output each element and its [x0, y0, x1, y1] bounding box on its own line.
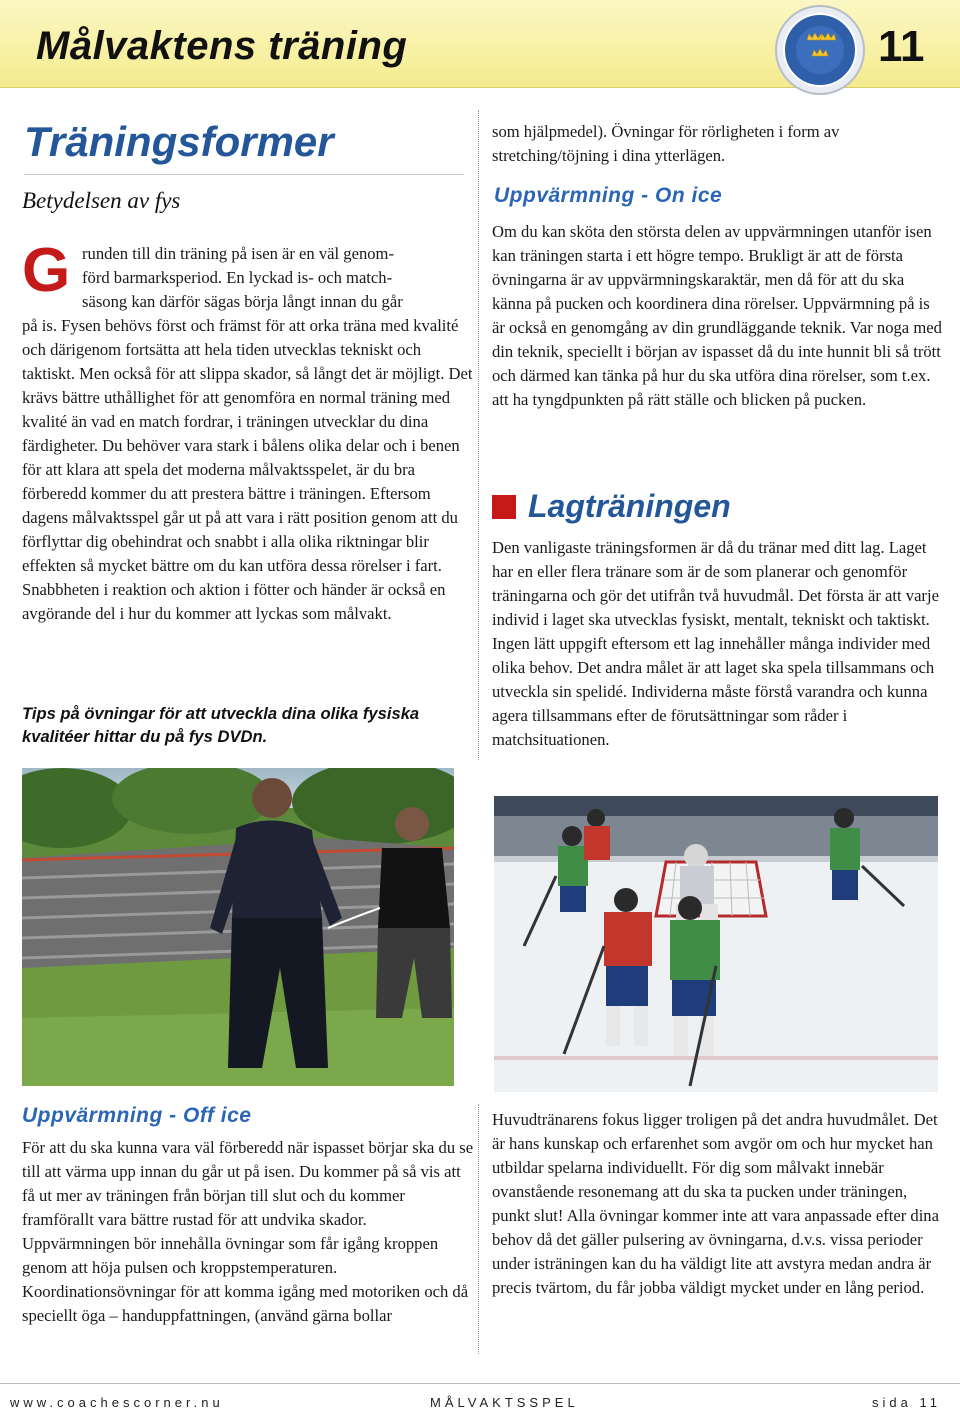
footer-url[interactable]: www.coachescorner.nu — [10, 1395, 224, 1410]
tips-note: Tips på övningar för att utveckla dina olika fysiska kvalitéer hittar du på fys DVDn. — [22, 704, 420, 746]
off-ice-heading: Uppvärmning - Off ice — [22, 1104, 252, 1127]
red-square-bullet — [492, 495, 516, 519]
subheading: Betydelsen av fys — [22, 188, 181, 213]
footer-page: sida 11 — [872, 1395, 941, 1410]
drop-cap: G — [22, 236, 71, 305]
page-number: 11 — [878, 22, 925, 71]
column-divider — [478, 110, 479, 760]
continued-text: som hjälpmedel). Övningar för rörligheten i form av stretching/töjning i dina ytterlägen. — [492, 122, 840, 165]
intro-line-1: runden till din träning på isen är en väl genom- — [82, 244, 394, 263]
intro-body: på is. Fysen behövs först och främst för att orka träna med kvalité och därigenom fortsätta att hela tiden utvecklas tekniskt och taktiskt. Men också för att slippa skador, så långt det är möjligt. Det krävs bättre uthållighet för att genomföra en normal träning med kvalité än vad en match fordrar, i träningen utvecklar du dina färdigheter. Du behöver vara stark i bålens olika delar och i benen för att klara att spela det moderna målvaktsspelet, är du bra förberedd kommer du att prestera bättre i träningen. Eftersom dagens målvaktsspel går ut på att vara i rätt position genom att du förflyttar dig obehindrat och snabbt i alla olika riktningar blir effekten så mycket bättre om du kan utföra dessa rörelser i fart. Snabbheten i reaktion och aktion i fötter och händer är också en avgörande del i hur du kommer att lyckas som målvakt. — [22, 316, 473, 623]
page-heading: Träningsformer — [24, 118, 334, 165]
column-divider-bottom — [478, 1104, 479, 1354]
footer-rule — [0, 1383, 960, 1384]
lag-heading: Lagträningen — [528, 488, 731, 524]
landslag-emblem — [774, 4, 866, 96]
on-ice-text: Om du kan sköta den största delen av uppvärmningen utanför isen kan träningen starta i ett högre tempo. Brukligt är att de första övningarna är av uppvärmningskaraktär, men då för att du ska känna på pucken och koordinera dina rörelser. Uppvärmning på is är också en genomgång av din grundläggande teknik. Var noga med din teknik, speciellt i början av ispasset då du inte hunnit bli så trött och därmed kan tänka på hur du ska utföra dina rörelser, som t.ex. att ha tyngdpunkten på rätt ställe och blicken på pucken. — [492, 222, 942, 409]
intro-line-2: förd barmarksperiod. En lyckad is- och match- — [82, 268, 393, 287]
lag-text: Den vanligaste träningsformen är då du tränar med ditt lag. Laget har en eller flera tränare som är de som planerar och genomför träningarna och gör det utifrån två huvudmål. Det första är att varje individ i laget ska utvecklas fysiskt, mentalt, tekniskt och taktiskt. Ingen lätt uppgift eftersom ett lag innehåller många individer med olika behov. Det andra målet är att laget ska spela tillsammans och utveckla sin spelidé. Individerna måste förstå varandra och kunna agera tillsammans efter de förutsättningar som råder i matchsituationen. — [492, 538, 939, 749]
photo-outdoor-training — [22, 768, 454, 1086]
intro-line-3: säsong kan därför sägas börja långt innan du går — [82, 292, 403, 311]
header-title: Målvaktens träning — [36, 24, 408, 68]
footer-section: MÅLVAKTSSPEL — [430, 1395, 579, 1410]
coach-focus-text: Huvudtränarens fokus ligger troligen på det andra huvudmålet. Det är hans kunskap och erfarenhet som avgör om och hur mycket han utbildar spelarna individuellt. För dig som målvakt innebär ovanstående resonemang att du ska ta pucken under träningen, punkt slut! Alla övningar kommer inte att vara anpassade efter dina behov då det gäller pulsering av övningarna, d.v.s. vissa perioder under isträningen kan du ha väldigt lite att avstyra medan andra är precis tvärtom, du får jobba väldigt mycket under en lång period. — [492, 1110, 939, 1297]
page-header — [0, 0, 960, 88]
lag-heading-block — [492, 488, 731, 525]
on-ice-heading: Uppvärmning - On ice — [494, 184, 723, 207]
heading-rule — [24, 174, 464, 175]
photo-ice-hockey — [494, 796, 938, 1092]
off-ice-text: För att du ska kunna vara väl förberedd när ispasset börjar ska du se till att värma upp innan du går ut på isen. Du kommer på så vis att få ut mer av träningen från början till slut och du kommer framförallt vara bättre rustad för att undvika skador. Uppvärmningen bör innehålla övningar som får igång kroppen genom att höja pulsen och kroppstemperaturen. Koordinationsövningar för att komma igång med motoriken och då speciellt öga – handuppfattningen, (använd gärna bollar — [22, 1138, 474, 1325]
